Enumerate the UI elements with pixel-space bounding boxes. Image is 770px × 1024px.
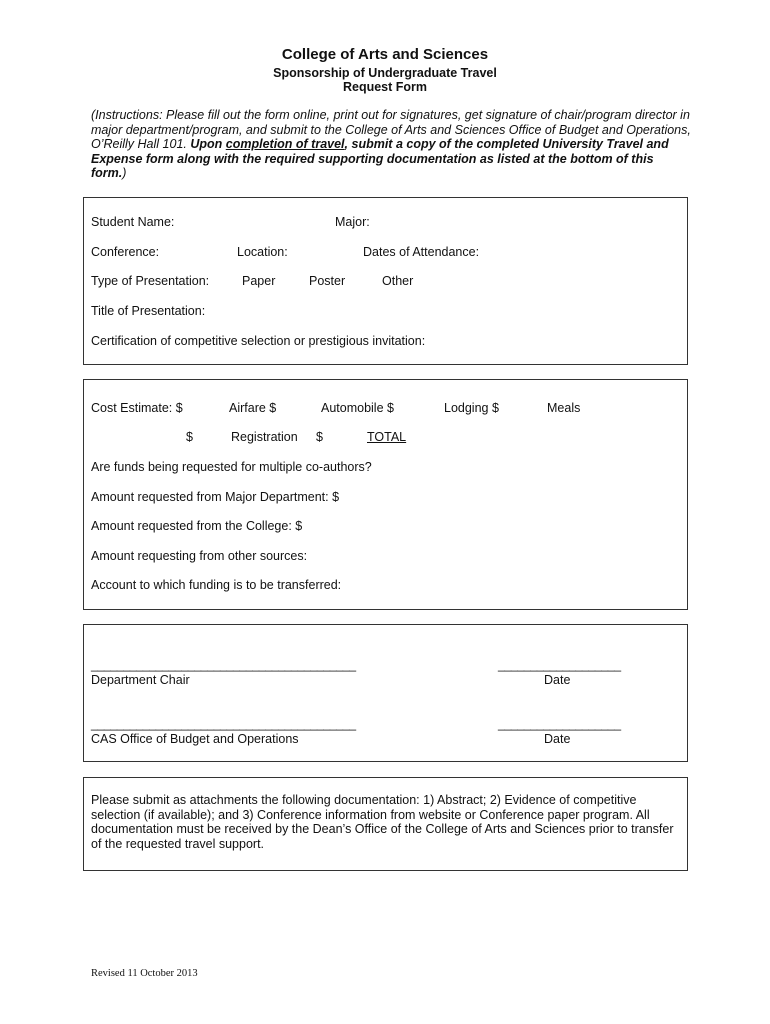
other-option[interactable]: Other — [382, 274, 414, 288]
other-sources-label[interactable]: Amount requesting from other sources: — [91, 549, 308, 563]
chair-date-line[interactable]: ___________________ — [498, 658, 621, 672]
paper-option[interactable]: Paper — [242, 274, 276, 288]
cost-estimate-label[interactable]: Cost Estimate: $ — [91, 401, 183, 415]
poster-option[interactable]: Poster — [309, 274, 346, 288]
college-amount-label[interactable]: Amount requested from the College: $ — [91, 519, 303, 533]
meals-dollar[interactable]: $ — [186, 430, 193, 444]
instructions-part-4: , submit a copy of the completed University Travel and Expense form along with the required supporting documentation as listed at the bottom of this form. — [91, 137, 669, 181]
cas-office-label: CAS Office of Budget and Operations — [91, 732, 299, 746]
instructions-part-5: ) — [122, 166, 127, 181]
cost-box — [83, 379, 688, 610]
instructions-part-1: (Instructions: Please fill out the form online, print out for signatures, get signature of chair/program director in major department/program, and submit to the College of Arts and Sciences Office of Budget and Operations, O’Reilly Hall 101. — [91, 108, 691, 152]
total-label[interactable]: TOTAL — [367, 430, 407, 444]
lodging-label[interactable]: Lodging $ — [444, 401, 499, 415]
attachments-text: Please submit as attachments the following documentation: 1) Abstract; 2) Evidence of competitive selection (if available); and 3) Conference information from website or Conference paper program. All documentation must be received by the Dean’s Office of the College of Arts and Sciences prior to transfer of the requested travel support. — [91, 793, 674, 851]
student-name-label[interactable]: Student Name: — [91, 215, 175, 229]
form-title: College of Arts and Sciences — [281, 46, 489, 63]
chair-date-label: Date — [544, 673, 571, 687]
dates-label[interactable]: Dates of Attendance: — [363, 245, 480, 259]
major-label[interactable]: Major: — [335, 215, 370, 229]
instructions — [91, 108, 691, 181]
account-label[interactable]: Account to which funding is to be transferred: — [91, 578, 342, 592]
form-subtitle-2: Request Form — [342, 80, 428, 94]
student-info-box — [83, 197, 688, 365]
cas-signature-line[interactable]: _________________________________________ — [91, 717, 356, 731]
location-label[interactable]: Location: — [237, 245, 288, 259]
multiple-coauthors-label[interactable]: Are funds being requested for multiple co-authors? — [91, 460, 372, 474]
instructions-part-2: Upon — [190, 137, 226, 152]
automobile-label[interactable]: Automobile $ — [321, 401, 394, 415]
conference-label[interactable]: Conference: — [91, 245, 160, 259]
major-dept-amount-label[interactable]: Amount requested from Major Department: $ — [91, 490, 340, 504]
form-subtitle: Sponsorship of Undergraduate Travel — [273, 66, 497, 80]
signature-box — [83, 624, 688, 762]
cas-date-label: Date — [544, 732, 571, 746]
revised-date: Revised 11 October 2013 — [91, 968, 198, 979]
chair-signature-line[interactable]: _________________________________________ — [91, 658, 356, 672]
instructions-part-3: completion of travel — [225, 137, 345, 152]
title-of-presentation-label[interactable]: Title of Presentation: — [91, 304, 206, 318]
airfare-label[interactable]: Airfare $ — [229, 401, 277, 415]
registration-label[interactable]: Registration — [231, 430, 298, 444]
department-chair-label: Department Chair — [91, 673, 190, 687]
meals-label[interactable]: Meals — [547, 401, 581, 415]
registration-dollar[interactable]: $ — [316, 430, 323, 444]
certification-label[interactable]: Certification of competitive selection or prestigious invitation: — [91, 334, 426, 348]
type-of-presentation-label: Type of Presentation: — [91, 274, 210, 288]
cas-date-line[interactable]: ___________________ — [498, 717, 621, 731]
